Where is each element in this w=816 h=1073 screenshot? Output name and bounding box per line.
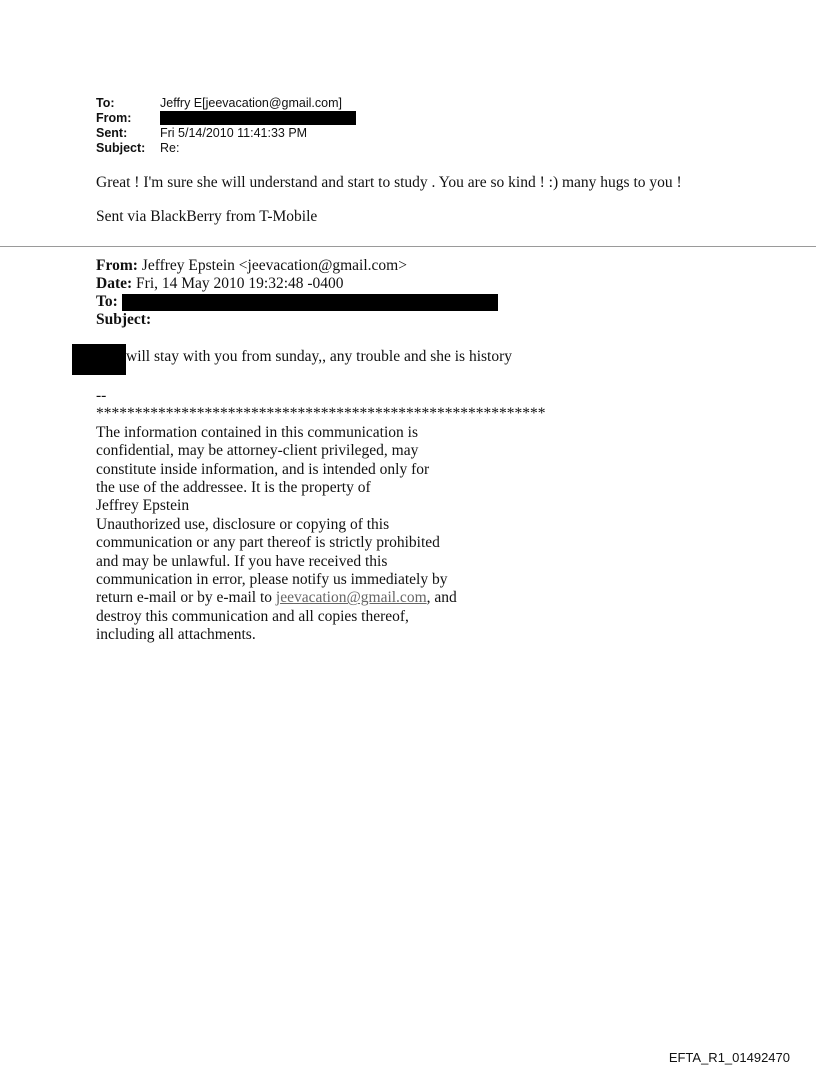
to-row (96, 96, 356, 111)
quoted-date-label: Date: (96, 275, 133, 292)
sent-row (96, 126, 356, 141)
message-signature: Sent via BlackBerry from T-Mobile (96, 208, 318, 225)
disclaimer-line: constitute inside information, and is intended only for (96, 460, 430, 478)
quoted-subject-label: Subject: (96, 311, 152, 328)
quoted-to-label: To: (96, 293, 118, 310)
disclaimer-line: The information contained in this communication is (96, 423, 418, 441)
quoted-from-row (96, 257, 498, 275)
disclaimer-link-suffix: , and (426, 589, 457, 607)
disclaimer-link-prefix: return e-mail or by e-mail to (96, 589, 276, 607)
to-label: To: (96, 96, 115, 110)
sig-dashes: -- (96, 387, 107, 404)
disclaimer-line: and may be unlawful. If you have received this (96, 552, 388, 570)
quoted-body (72, 344, 512, 375)
redaction-box (160, 111, 356, 125)
disclaimer-line: the use of the addressee. It is the property of (96, 479, 371, 497)
quoted-subject-row (96, 311, 498, 329)
disclaimer-line: communication in error, please notify us immediately by (96, 571, 448, 589)
from-row (96, 111, 356, 126)
quoted-date-row (96, 275, 498, 293)
disclaimer-link-line (96, 589, 546, 607)
sent-value: Fri 5/14/2010 11:41:33 PM (160, 126, 308, 140)
from-label: From: (96, 111, 132, 125)
quote-divider (0, 246, 816, 247)
to-value: Jeffry E[jeevacation@gmail.com] (160, 96, 342, 110)
quoted-to-row (96, 293, 498, 311)
disclaimer-line: Unauthorized use, disclosure or copying of this (96, 515, 390, 533)
email-link[interactable]: jeevacation@gmail.com (275, 589, 427, 607)
redaction-box (72, 344, 126, 375)
sig-stars: ********************************************************** (96, 405, 546, 423)
disclaimer-line: destroy this communication and all copies thereof, (96, 607, 409, 625)
redaction-box (122, 294, 498, 311)
email-header (96, 96, 356, 156)
message-body: Great ! I'm sure she will understand and start to study . You are so kind ! :) many hugs to you ! (96, 174, 682, 191)
disclaimer (96, 387, 546, 645)
disclaimer-line: Jeffrey Epstein (96, 497, 190, 515)
quoted-date-value: Fri, 14 May 2010 19:32:48 -0400 (136, 275, 344, 292)
subject-row (96, 141, 356, 156)
subject-label: Subject: (96, 141, 146, 155)
quoted-body-text: will stay with you from sunday,, any trouble and she is history (126, 348, 513, 365)
quoted-from-value: Jeffrey Epstein <jeevacation@gmail.com> (141, 257, 407, 274)
subject-value: Re: (160, 141, 180, 155)
sent-label: Sent: (96, 126, 128, 140)
disclaimer-line: confidential, may be attorney-client privileged, may (96, 442, 419, 460)
disclaimer-line: including all attachments. (96, 626, 256, 644)
quoted-from-label: From: (96, 257, 138, 274)
quoted-header (96, 257, 498, 329)
disclaimer-line: communication or any part thereof is strictly prohibited (96, 534, 440, 552)
document-id: EFTA_R1_01492470 (668, 1050, 790, 1065)
